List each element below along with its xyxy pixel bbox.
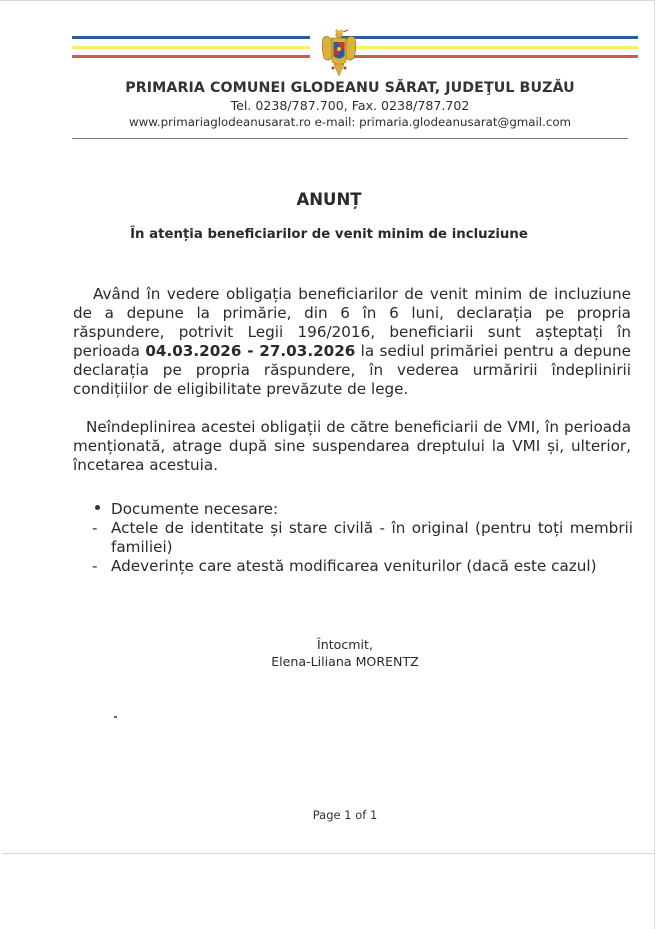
institution-web-email: www.primariaglodeanusarat.ro e-mail: primaria.glodeanusarat@gmail.com: [128, 115, 572, 129]
list-item-text: Actele de identitate și stare civilă - în original (pentru toți membrii familiei): [111, 519, 633, 556]
announcement-subtitle: În atenția beneficiarilor de venit minim de incluziune: [130, 227, 528, 242]
page-indicator: Page 1 of 1: [312, 808, 378, 822]
flag-stripe-blue-right: [337, 36, 638, 39]
documents-heading: Documente necesare:: [111, 500, 279, 518]
paragraph-1-intro: Având în vedere obligația beneficiarilor de venit minim de incluziune de a depune la primărie, din 6 în 6 luni, declarația pe propria răspundere, potrivit Legii 196/2016, beneficiarii sunt așteptați în perioada: [73, 285, 631, 360]
list-item-text: Adeverințe care atestă modificarea veniturilor (dacă este cazul): [111, 557, 597, 575]
flag-stripe-red-left: [72, 55, 310, 58]
documents-heading-item: [73, 500, 633, 519]
flag-stripe-yellow-left: [72, 46, 310, 49]
letterhead-separator: [72, 138, 628, 139]
page-bottom-border: [2, 853, 654, 854]
page-top-border: [0, 0, 654, 1]
signature-name: Elena-Liliana MORENTZ: [271, 654, 419, 669]
announcement-paragraph-2: Neîndeplinirea acestei obligații de către beneficiarii de VMI, în perioada menționată, atrage după sine suspendarea dreptului la VMI și, ulterior, încetarea acestuia.: [73, 418, 631, 474]
announcement-title: ANUNȚ: [296, 190, 362, 209]
submission-period: 04.03.2026 - 27.03.2026: [145, 342, 356, 360]
list-item: [73, 557, 633, 576]
institution-name: PRIMARIA COMUNEI GLODEANU SĂRAT, JUDEŢUL BUZĂU: [125, 80, 575, 96]
flag-stripe-blue-left: [72, 36, 310, 39]
institution-phone-fax: Tel. 0238/787.700, Fax. 0238/787.702: [230, 98, 470, 113]
dash-marker: -: [92, 519, 98, 537]
signature-label: Întocmit,: [317, 637, 373, 652]
list-item: [73, 519, 633, 557]
flag-stripe-yellow-right: [337, 46, 638, 49]
page-right-border: [654, 0, 655, 929]
scan-artifact: [114, 716, 117, 718]
coat-of-arms-icon: [320, 28, 358, 80]
paragraph-1-rest: la sediul primăriei pentru a depune declarația pe propria răspundere, în vederea urmăririi îndeplinirii condițiilor de eligibilitate prevăzute de lege.: [73, 342, 631, 398]
dash-marker: -: [92, 557, 98, 575]
bullet-icon: [92, 500, 106, 519]
announcement-paragraph-1: [73, 285, 631, 399]
required-documents-list: [73, 500, 633, 576]
flag-stripe-red-right: [337, 55, 638, 58]
